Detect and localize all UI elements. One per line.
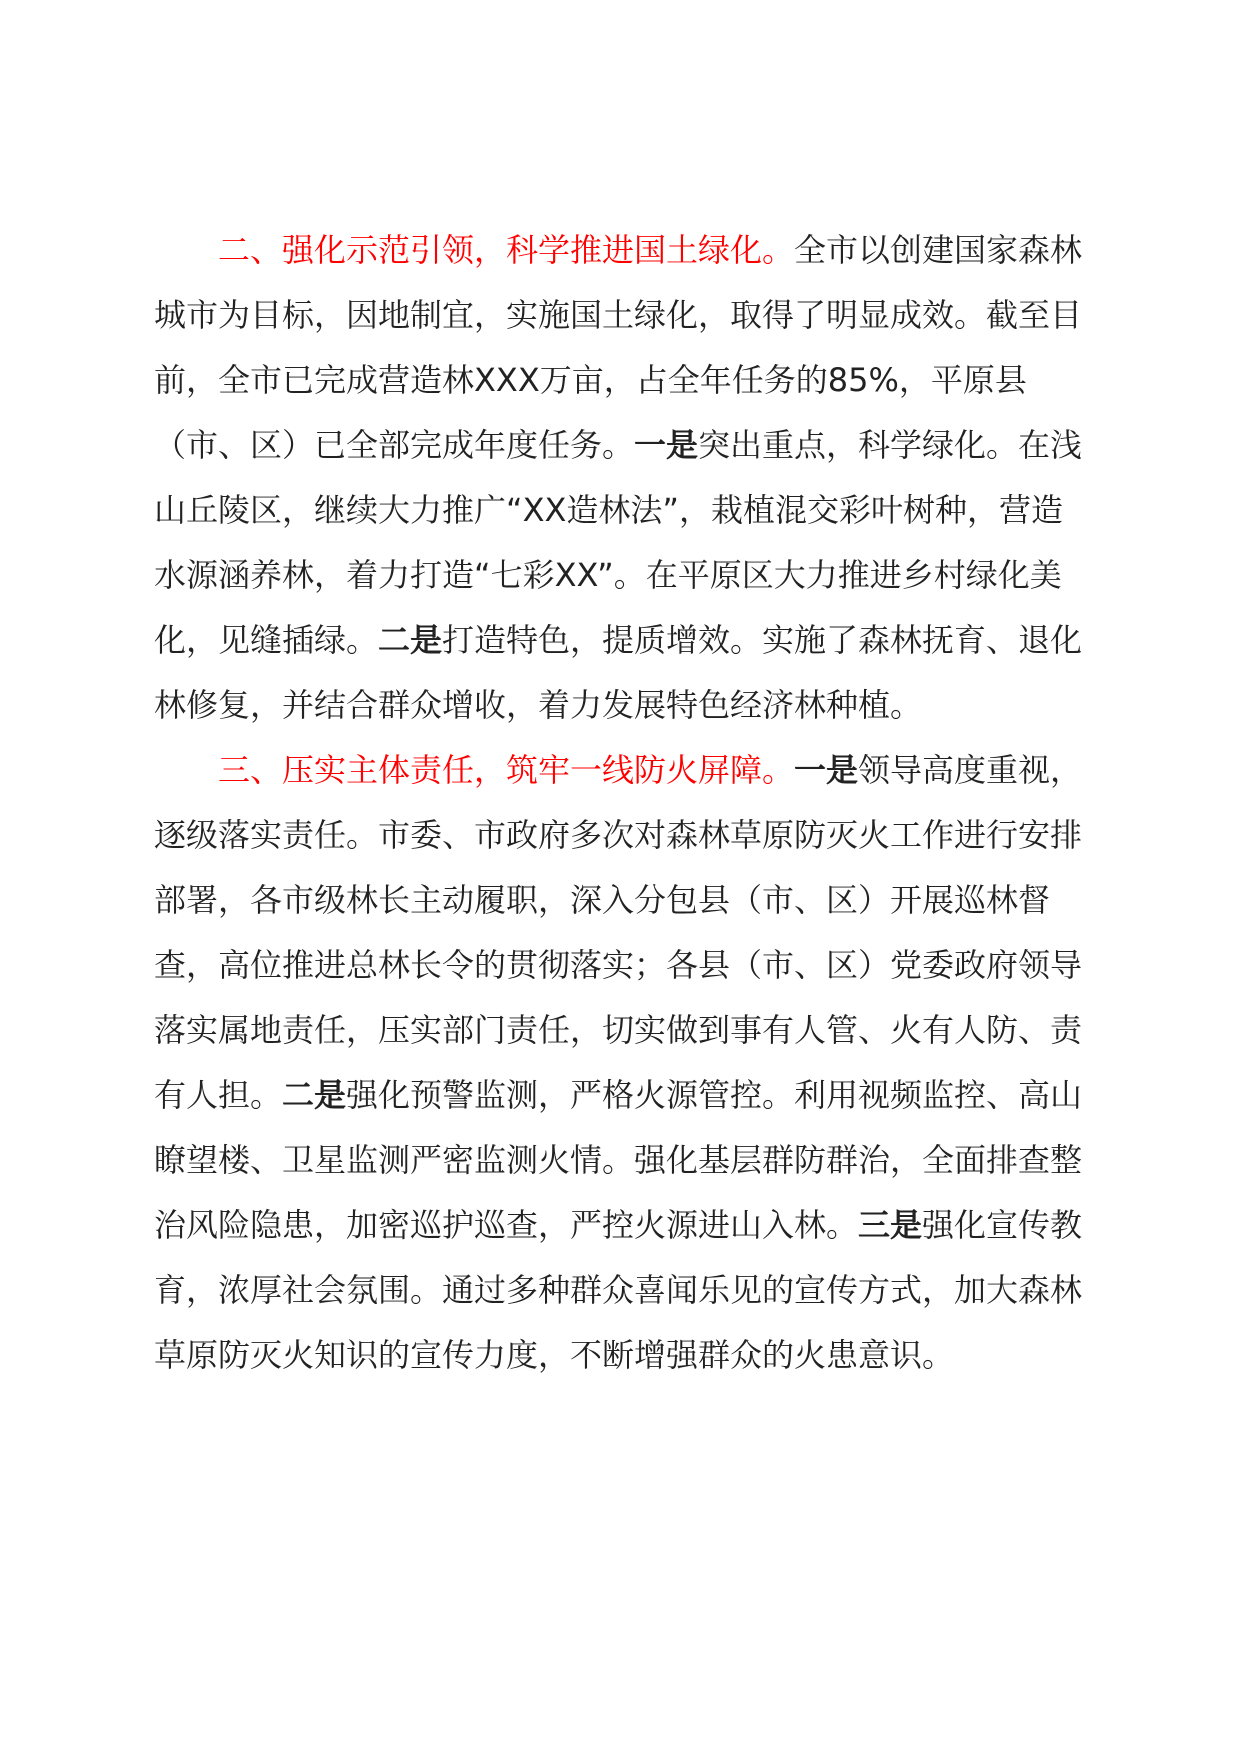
section-heading-greening: 二、强化示范引领，科学推进国土绿化。: [218, 231, 795, 269]
paragraph-fire-prevention: [154, 738, 1090, 1388]
paragraph-text: 全市以创建国家森林城市为目标，因地制宜，实施国土绿化，取得了明显成效。截至目前，全市已完成营造林XXX万亩，占全年任务的85%，平原县（市、区）已全部完成年度任务。: [154, 231, 1083, 464]
section-heading-fire-prevention: 三、压实主体责任，筑牢一线防火屏障。: [218, 751, 795, 789]
point-marker-first: 一是: [794, 751, 859, 789]
point-marker-first: 一是: [634, 426, 699, 464]
point-marker-third: 三是: [858, 1206, 923, 1244]
paragraph-text: 打造特色，提质增效。实施了森林抚育、退化林修复，并结合群众增收，着力发展特色经济林种植。: [154, 621, 1083, 724]
paragraph-greening: [154, 218, 1090, 738]
paragraph-text: 领导高度重视，逐级落实责任。市委、市政府多次对森林草原防灭火工作进行安排部署，各市级林长主动履职，深入分包县（市、区）开展巡林督查，高位推进总林长令的贯彻落实；各县（市、区）党委政府领导落实属地责任，压实部门责任，切实做到事有人管、火有人防、责有人担。: [154, 751, 1083, 1114]
paragraph-text: 强化宣传教育，浓厚社会氛围。通过多种群众喜闻乐见的宣传方式，加大森林草原防灭火知识的宣传力度，不断增强群众的火患意识。: [154, 1206, 1083, 1374]
paragraph-text: 强化预警监测，严格火源管控。利用视频监控、高山瞭望楼、卫星监测严密监测火情。强化基层群防群治，全面排查整治风险隐患，加密巡护巡查，严控火源进山入林。: [154, 1076, 1083, 1244]
paragraph-text: 突出重点，科学绿化。在浅山丘陵区，继续大力推广“XX造林法”，栽植混交彩叶树种，营造水源涵养林，着力打造“七彩XX”。在平原区大力推进乡村绿化美化，见缝插绿。: [154, 426, 1083, 659]
point-marker-second: 二是: [378, 621, 443, 659]
document-body: [154, 218, 1090, 1388]
point-marker-second: 二是: [282, 1076, 347, 1114]
